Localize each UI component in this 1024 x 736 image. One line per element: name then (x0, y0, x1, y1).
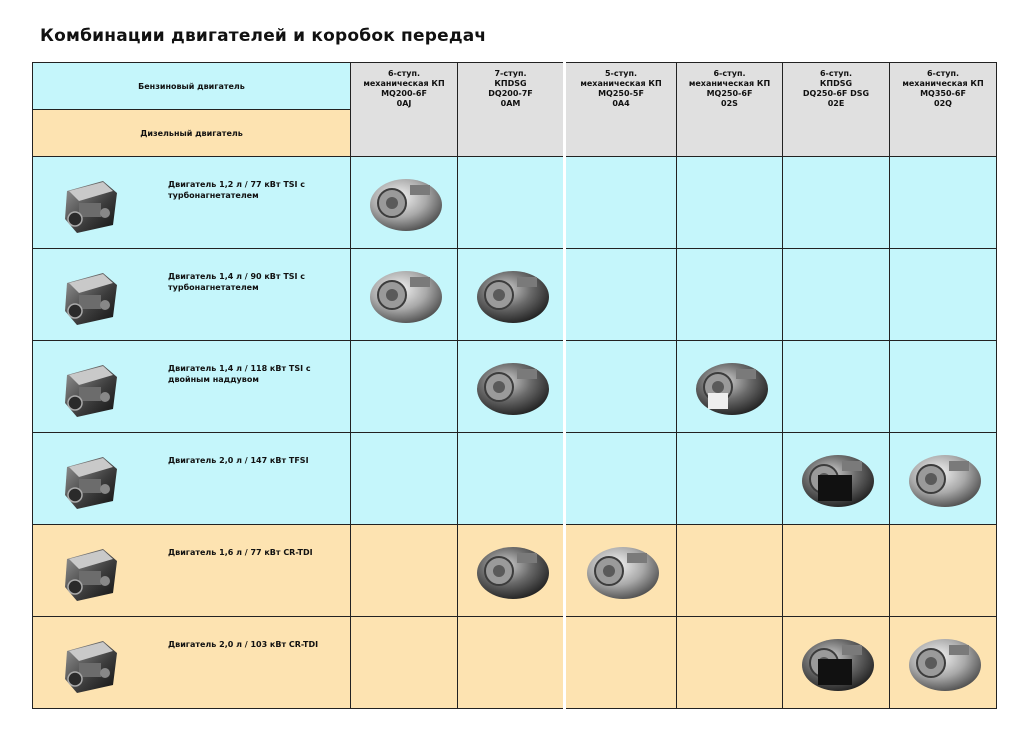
gearbox-line: DQ200-7F (488, 89, 533, 98)
gearbox-line: механическая КП (580, 79, 662, 88)
compatibility-table (32, 62, 997, 709)
engine-image (55, 261, 125, 331)
engine-cell (33, 341, 351, 433)
compat-cell (565, 433, 677, 525)
gearbox-line: механическая КП (363, 79, 445, 88)
compat-cell (890, 433, 997, 525)
gearbox-image (579, 537, 663, 605)
gearbox-header (783, 63, 890, 157)
gearbox-line: 02E (827, 99, 845, 108)
compat-cell (458, 157, 565, 249)
compat-cell (783, 433, 890, 525)
engine-image (55, 537, 125, 607)
engine-row (33, 249, 997, 341)
compat-cell (890, 249, 997, 341)
gearbox-line: MQ200-6F (381, 89, 427, 98)
compat-cell (677, 341, 783, 433)
gearbox-line: DQ250-6F DSG (802, 89, 870, 98)
gearbox-image (794, 629, 878, 697)
engine-row (33, 341, 997, 433)
gearbox-image (469, 261, 553, 329)
gearbox-image (362, 169, 446, 237)
compat-cell (458, 433, 565, 525)
compat-cell (890, 341, 997, 433)
gearbox-header (565, 63, 677, 157)
gearbox-line: КПDSG (494, 79, 527, 88)
compat-cell (351, 617, 458, 709)
gearbox-image (688, 353, 772, 421)
gearbox-line: 6-ступ. (926, 69, 960, 78)
gearbox-line: 7-ступ. (494, 69, 527, 78)
gearbox-image (469, 353, 553, 421)
gearbox-line: 02S (721, 99, 738, 108)
compat-cell (458, 341, 565, 433)
compat-cell (458, 525, 565, 617)
engine-image (55, 445, 125, 515)
compat-cell (565, 157, 677, 249)
engine-row (33, 157, 997, 249)
gearbox-image (362, 261, 446, 329)
engine-cell (33, 249, 351, 341)
gearbox-header (677, 63, 783, 157)
legend-petrol: Бензиновый двигатель (33, 63, 351, 110)
gearbox-line: 0A4 (612, 99, 630, 108)
engine-label: Двигатель 1,2 л / 77 кВт TSI с турбонагнетателем (168, 180, 306, 200)
compat-cell (351, 525, 458, 617)
gearbox-line: 6-ступ. (387, 69, 421, 78)
engine-label: Двигатель 1,4 л / 90 кВт TSI с турбонагнетателем (168, 272, 306, 292)
gearbox-line: механическая КП (688, 79, 771, 88)
gearbox-image (794, 445, 878, 513)
engine-image (55, 169, 125, 239)
gearbox-line: 5-ступ. (604, 69, 638, 78)
engine-label: Двигатель 1,6 л / 77 кВт CR-TDI (168, 548, 313, 557)
compat-cell (677, 617, 783, 709)
compat-cell (677, 157, 783, 249)
engine-label: Двигатель 2,0 л / 147 кВт TFSI (168, 456, 309, 465)
compat-cell (351, 157, 458, 249)
compat-cell (565, 525, 677, 617)
engine-cell (33, 157, 351, 249)
page-title: Комбинации двигателей и коробок передач (40, 26, 487, 46)
engine-cell (33, 525, 351, 617)
engine-row (33, 433, 997, 525)
compat-cell (565, 249, 677, 341)
compat-cell (677, 433, 783, 525)
gearbox-line: MQ250-6F (706, 89, 753, 98)
engine-cell (33, 433, 351, 525)
engine-label: Двигатель 1,4 л / 118 кВт TSI с двойным наддувом (168, 364, 311, 384)
gearbox-line: MQ250-5F (598, 89, 644, 98)
gearbox-header (458, 63, 565, 157)
compat-cell (783, 249, 890, 341)
engine-image (55, 353, 125, 423)
gearbox-line: КПDSG (819, 79, 853, 88)
compat-cell (565, 617, 677, 709)
engine-label: Двигатель 2,0 л / 103 кВт CR-TDI (168, 640, 319, 649)
gearbox-line: механическая КП (902, 79, 984, 88)
compat-cell (783, 157, 890, 249)
compat-cell (677, 249, 783, 341)
compat-cell (351, 249, 458, 341)
engine-cell (33, 617, 351, 709)
compat-cell (890, 617, 997, 709)
gearbox-line: 6-ступ. (713, 69, 746, 78)
compat-cell (783, 341, 890, 433)
compat-cell (890, 157, 997, 249)
gearbox-image (901, 629, 985, 697)
compat-cell (783, 617, 890, 709)
gearbox-line: 6-ступ. (819, 69, 853, 78)
gearbox-header (890, 63, 997, 157)
compat-cell (458, 617, 565, 709)
engine-row (33, 617, 997, 709)
compat-cell (565, 341, 677, 433)
compat-cell (351, 341, 458, 433)
gearbox-image (469, 537, 553, 605)
compat-cell (677, 525, 783, 617)
compat-cell (458, 249, 565, 341)
gearbox-line: MQ350-6F (920, 89, 966, 98)
gearbox-line: 0AJ (396, 99, 412, 108)
gearbox-line: 02Q (934, 99, 952, 108)
engine-row (33, 525, 997, 617)
engine-image (55, 629, 125, 699)
compat-cell (890, 525, 997, 617)
gearbox-line: 0AM (500, 99, 521, 108)
gearbox-image (901, 445, 985, 513)
compat-cell (783, 525, 890, 617)
legend-diesel: Дизельный двигатель (33, 110, 351, 157)
compat-cell (351, 433, 458, 525)
gearbox-header (351, 63, 458, 157)
